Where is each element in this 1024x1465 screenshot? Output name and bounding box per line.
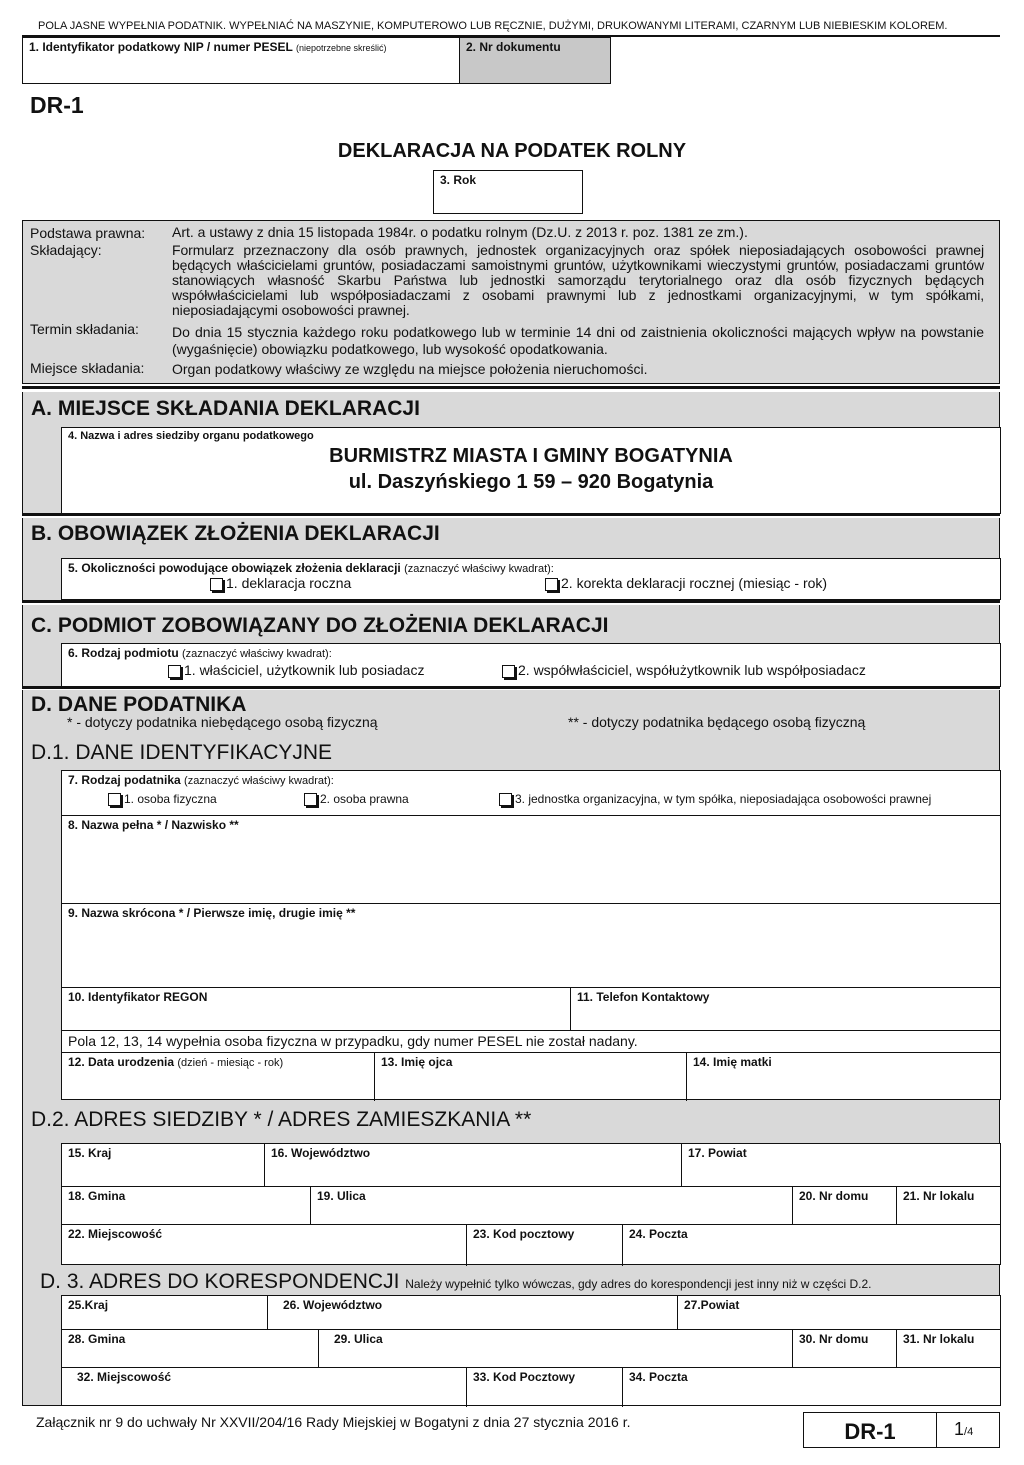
checkbox[interactable] xyxy=(304,793,317,806)
d2-row-3 xyxy=(62,1225,1000,1266)
field-24-post-office[interactable]: 24. Poczta xyxy=(622,1225,1000,1266)
checkbox[interactable] xyxy=(210,578,223,591)
d2-title: D.2. ADRES SIEDZIBY * / ADRES ZAMIESZKANIA ** xyxy=(31,1108,532,1131)
option-natural-person[interactable]: 1. osoba fizyczna xyxy=(108,792,217,806)
deadline-label: Termin składania: xyxy=(30,321,139,337)
legal-basis-text: Art. a ustawy z dnia 15 listopada 1984r. o podatku rolnym (Dz.U. z 2013 r. poz. 1381 ze zm.). xyxy=(172,224,748,240)
field-26-voivodeship[interactable]: 26. Województwo xyxy=(267,1296,677,1329)
checkbox[interactable] xyxy=(168,665,181,678)
field-23-postal-code[interactable]: 23. Kod pocztowy xyxy=(466,1225,622,1266)
section-c-title: C. PODMIOT ZOBOWIĄZANY DO ZŁOŻENIA DEKLARACJI xyxy=(31,614,609,637)
d3-row-3 xyxy=(62,1368,1000,1407)
checkbox[interactable] xyxy=(545,578,558,591)
field-10-regon[interactable]: 10. Identyfikator REGON xyxy=(68,990,208,1004)
d3-note: Należy wypełnić tylko wówczas, gdy adres do korespondencji jest inny niż w części D.2. xyxy=(405,1277,872,1291)
field-15-country[interactable]: 15. Kraj xyxy=(68,1146,112,1160)
d1-title: D.1. DANE IDENTYFIKACYJNE xyxy=(31,741,333,764)
checkbox[interactable] xyxy=(499,793,512,806)
d2-row-2 xyxy=(62,1187,1000,1225)
page-title: DEKLARACJA NA PODATEK ROLNY xyxy=(337,140,687,162)
field-8-full-name[interactable]: 8. Nazwa pełna * / Nazwisko ** xyxy=(62,816,1000,904)
field-31-apartment-number[interactable]: 31. Nr lokalu xyxy=(896,1330,1000,1367)
field-12-birth-date[interactable]: 12. Data urodzenia (dzień - miesiąc - rok) xyxy=(68,1055,284,1069)
field-28-commune[interactable]: 28. Gmina xyxy=(68,1332,126,1346)
note-natural-person: ** - dotyczy podatnika będącego osobą fizyczną xyxy=(568,714,866,730)
field-27-county[interactable]: 27.Powiat xyxy=(677,1296,1000,1329)
d2-fields xyxy=(61,1143,1001,1265)
office-address: ul. Daszyńskiego 1 59 – 920 Bogatynia xyxy=(348,471,714,493)
section-c-rule xyxy=(22,600,1000,603)
field-5-reason: 5. Okoliczności powodujące obowiązek złożenia deklaracji (zaznaczyć właściwy kwadrat): 1. deklaracja roczna 2. korekta deklaracji rocznej (miesiąc - rok) xyxy=(61,558,1001,600)
field-18-commune[interactable]: 18. Gmina xyxy=(68,1189,126,1203)
footer-code-box xyxy=(803,1412,1000,1448)
field-22-town[interactable]: 22. Miejscowość xyxy=(68,1227,163,1241)
place-text: Organ podatkowy właściwy ze względu na miejsce położenia nieruchomości. xyxy=(172,361,648,377)
checkbox[interactable] xyxy=(108,793,121,806)
section-a-rule xyxy=(22,386,1000,389)
section-c xyxy=(22,605,1000,687)
field-29-street[interactable]: 29. Ulica xyxy=(318,1330,792,1367)
footer-attachment: Załącznik nr 9 do uchwały Nr XXVII/204/16 Rady Miejskiej w Bogatyni z dnia 27 stycznia 2016 r. xyxy=(36,1414,631,1430)
field-4-tax-office: 4. Nazwa i adres siedziby organu podatkowego BURMISTRZ MIASTA I GMINY BOGATYNIA ul. Daszyńskiego 1 59 – 920 Bogatynia xyxy=(61,427,1001,514)
field-6-entity-type: 6. Rodzaj podmiotu (zaznaczyć właściwy kwadrat): 1. właściciel, użytkownik lub posiadacz 2. współwłaściciel, współużytkownik lub współposiadacz xyxy=(61,643,1001,687)
field-20-house-number[interactable]: 20. Nr domu xyxy=(792,1187,896,1224)
field-1-label: 1. Identyfikator podatkowy NIP / numer PESEL (niepotrzebne skreślić) xyxy=(29,40,387,54)
filer-text: Formularz przeznaczony dla osób prawnych, jednostek organizacyjnych oraz spółek nieposiadających osobowości prawnej będących właścicielami gruntów, posiadaczami samoistnymi gruntów, użytkownikami wieczystymi gruntów, posiadaczami gruntów stanowiących własność Skarbu Państwa lub jednostki samorządu terytorialnego oraz dla osób fizycznych będących współwłaścicielami lub współposiadaczami z osobami prawnymi lub z jednostkami organizacyjnymi, w tym spółkami, nieposiadającymi osobowości prawnej. xyxy=(172,242,984,318)
section-a-title: A. MIEJSCE SKŁADANIA DEKLARACJI xyxy=(31,397,420,420)
field-14-mother-name[interactable]: 14. Imię matki xyxy=(686,1053,1000,1101)
section-b-title: B. OBOWIĄZEK ZŁOŻENIA DEKLARACJI xyxy=(31,522,440,545)
d2-row-1 xyxy=(62,1144,1000,1187)
option-correction[interactable]: 2. korekta deklaracji rocznej (miesiąc - rok) xyxy=(545,575,827,591)
pesel-note-row xyxy=(62,1031,1000,1053)
d3-row-1 xyxy=(62,1296,1000,1330)
d1-fields xyxy=(61,770,1001,1100)
field-32-town[interactable]: 32. Miejscowość xyxy=(77,1370,172,1384)
field-2-document-number: 2. Nr dokumentu xyxy=(459,37,611,84)
filer-label: Składający: xyxy=(30,242,102,258)
section-a xyxy=(22,392,1000,514)
deadline-text: Do dnia 15 stycznia każdego roku podatkowego lub w terminie 14 dni od zaistnienia okoliczności mających wpływ na powstanie (wygaśnięcie) obowiązku podatkowego, lub wysokość opodatkowania. xyxy=(172,324,984,357)
section-b xyxy=(22,518,1000,600)
field-1-nip-pesel[interactable] xyxy=(22,37,460,84)
d3-title: D. 3. ADRES DO KORESPONDENCJI Należy wypełnić tylko wówczas, gdy adres do korespondencji jest inny niż w części D.2. xyxy=(40,1270,872,1293)
option-annual-declaration[interactable]: 1. deklaracja roczna xyxy=(210,575,351,591)
field-25-country[interactable]: 25.Kraj xyxy=(68,1298,109,1312)
d3-fields xyxy=(61,1295,1001,1406)
footer-divider xyxy=(936,1413,937,1447)
field-30-house-number[interactable]: 30. Nr domu xyxy=(792,1330,896,1367)
row-regon-phone xyxy=(62,988,1000,1031)
place-label: Miejsce składania: xyxy=(30,360,145,376)
option-legal-person[interactable]: 2. osoba prawna xyxy=(304,792,409,806)
option-owner[interactable]: 1. właściciel, użytkownik lub posiadacz xyxy=(168,662,424,678)
field-13-father-name[interactable]: 13. Imię ojca xyxy=(374,1053,686,1101)
checkbox[interactable] xyxy=(502,665,515,678)
field-19-street[interactable]: 19. Ulica xyxy=(310,1187,792,1224)
note-legal-entity: * - dotyczy podatnika niebędącego osobą fizyczną xyxy=(67,714,378,730)
field-21-apartment-number[interactable]: 21. Nr lokalu xyxy=(896,1187,1000,1224)
option-organizational-unit[interactable]: 3. jednostka organizacyjna, w tym spółka, nieposiadająca osobowości prawnej xyxy=(499,792,931,806)
legal-basis-label: Podstawa prawna: xyxy=(30,225,146,241)
section-b-rule xyxy=(22,513,1000,516)
section-d-title: D. DANE PODATNIKA xyxy=(31,693,247,716)
field-34-post-office[interactable]: 34. Poczta xyxy=(622,1368,1000,1407)
option-co-owner[interactable]: 2. współwłaściciel, współużytkownik lub współposiadacz xyxy=(502,662,866,678)
office-name: BURMISTRZ MIASTA I GMINY BOGATYNIA xyxy=(329,445,733,467)
section-d-rule xyxy=(22,686,1000,689)
form-code: DR-1 xyxy=(30,92,84,118)
field-33-postal-code[interactable]: 33. Kod Pocztowy xyxy=(466,1368,622,1407)
footer-form-code: DR-1 xyxy=(844,1419,896,1444)
section-d xyxy=(22,690,1000,1406)
field-17-county[interactable]: 17. Powiat xyxy=(681,1144,1000,1186)
pesel-note: Pola 12, 13, 14 wypełnia osoba fizyczna w przypadku, gdy numer PESEL nie został nadany. xyxy=(68,1033,638,1049)
top-instruction: POLA JASNE WYPEŁNIA PODATNIK. WYPEŁNIAĆ NA MASZYNIE, KOMPUTEROWO LUB RĘCZNIE, DUŻYMI, DRUKOWANYMI LITERAMI, CZARNYM LUB NIEBIESKIM KOLOREM. xyxy=(38,20,948,32)
field-7-taxpayer-type: 7. Rodzaj podatnika (zaznaczyć właściwy kwadrat): 1. osoba fizyczna 2. osoba prawna 3. jednostka organizacyjna, w tym spółka, nieposiadająca osobowości prawnej xyxy=(62,771,1000,816)
field-16-voivodeship[interactable]: 16. Województwo xyxy=(264,1144,681,1186)
d3-row-2 xyxy=(62,1330,1000,1368)
footer-page-number: 1/4 xyxy=(954,1419,974,1439)
field-11-phone[interactable]: 11. Telefon Kontaktowy xyxy=(570,988,1000,1030)
row-birth-parents xyxy=(62,1053,1000,1101)
field-9-short-name[interactable]: 9. Nazwa skrócona * / Pierwsze imię, drugie imię ** xyxy=(62,904,1000,988)
field-3-year[interactable]: 3. Rok xyxy=(433,170,583,214)
